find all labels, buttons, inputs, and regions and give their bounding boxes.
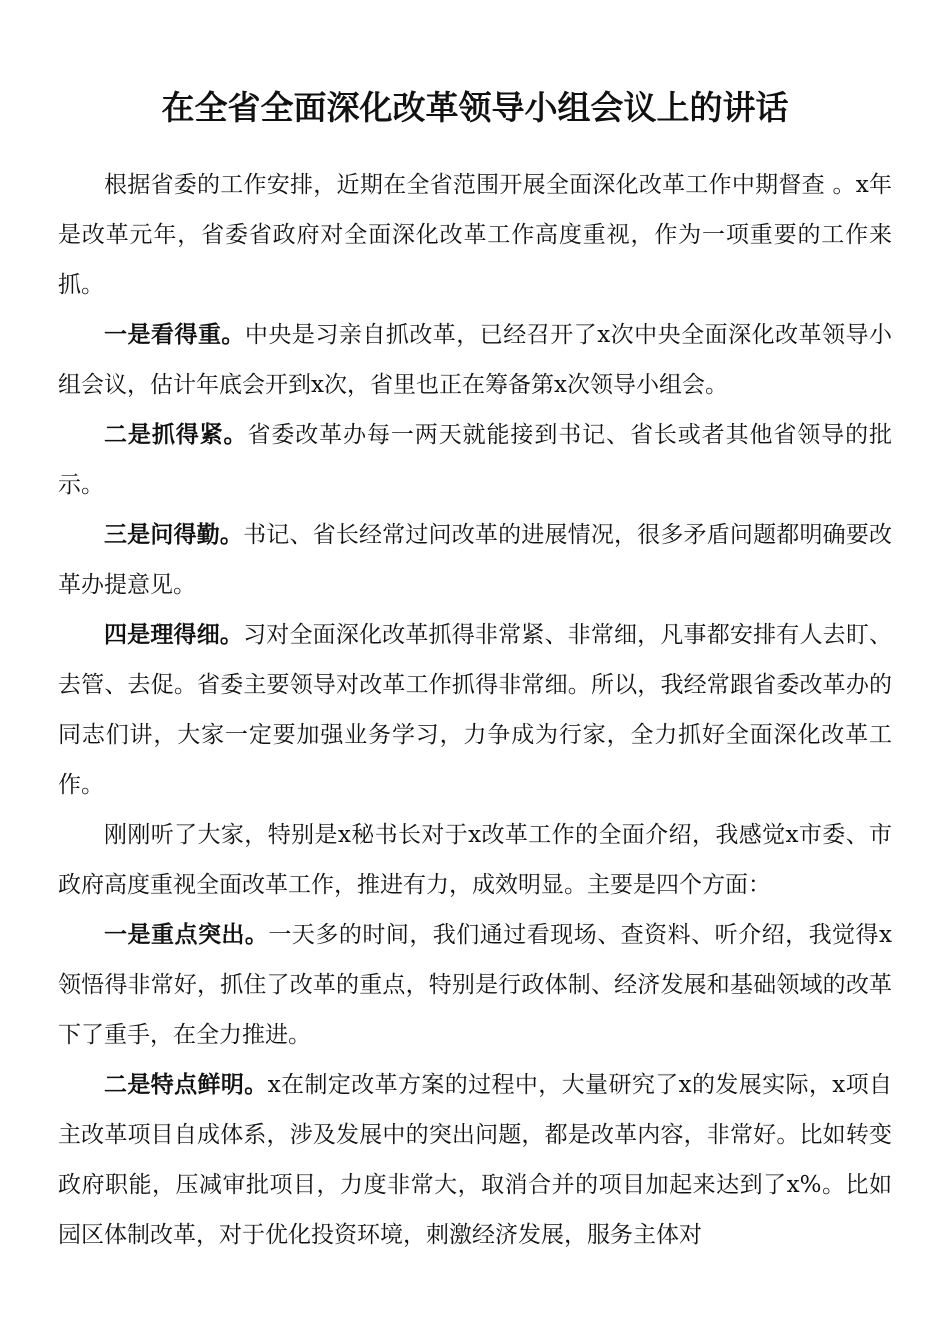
paragraph-text: 书记、省长经常过问改革的进展情况，很多矛盾问题都明确要改革办提意见。 (58, 522, 893, 598)
document-title: 在全省全面深化改革领导小组会议上的讲话 (161, 88, 789, 127)
paragraph-lead: 一是看得重。 (104, 321, 245, 348)
paragraph-lead: 一是重点突出。 (104, 921, 269, 948)
paragraph-lead: 四是理得细。 (104, 621, 244, 648)
paragraph-5 (58, 610, 892, 810)
paragraph-text: 中央是习亲自抓改革，已经召开了x次中央全面深化改革领导小组会议，估计年底会开到x次，省里也正在筹备第x次领导小组会。 (58, 322, 892, 398)
paragraph-1 (58, 160, 892, 310)
paragraph-lead: 二是抓得紧。 (104, 421, 248, 448)
paragraph-text: x在制定改革方案的过程中，大量研究了x的发展实际，x项自主改革项目自成体系，涉及发展中的突出问题，都是改革内容，非常好。比如转变政府职能，压减审批项目，力度非常大，取消合并的项目加起来达到了x%。比如园区体制改革，对于优化投资环境，刺激经济发展，服务主体对 (58, 1072, 893, 1248)
document-body (58, 160, 892, 1260)
paragraph-text: 根据省委的工作安排，近期在全省范围开展全面深化改革工作中期督查 。x年是改革元年，省委省政府对全面深化改革工作高度重视，作为一项重要的工作来抓。 (58, 172, 892, 298)
paragraph-text: 刚刚听了大家，特别是x秘书长对于x改革工作的全面介绍，我感觉x市委、市政府高度重视全面改革工作，推进有力，成效明显。主要是四个方面： (58, 822, 892, 898)
paragraph-2 (58, 310, 892, 410)
paragraph-lead: 三是问得勤。 (104, 521, 244, 548)
paragraph-7 (58, 910, 892, 1060)
paragraph-text: 一天多的时间，我们通过看现场、查资料、听介绍，我觉得x领悟得非常好，抓住了改革的重点，特别是行政体制、经济发展和基础领域的改革下了重手，在全力推进。 (58, 922, 892, 1048)
paragraph-3 (58, 410, 892, 510)
paragraph-text: 习对全面深化改革抓得非常紧、非常细，凡事都安排有人去盯、去管、去促。省委主要领导对改革工作抓得非常细。所以，我经常跟省委改革办的同志们讲，大家一定要加强业务学习，力争成为行家，全力抓好全面深化改革工作。 (58, 622, 893, 798)
paragraph-8 (58, 1060, 892, 1260)
paragraph-lead: 二是特点鲜明。 (104, 1071, 268, 1098)
paragraph-4 (58, 510, 892, 610)
paragraph-text: 省委改革办每一两天就能接到书记、省长或者其他省领导的批示。 (58, 422, 892, 498)
paragraph-6 (58, 810, 892, 910)
